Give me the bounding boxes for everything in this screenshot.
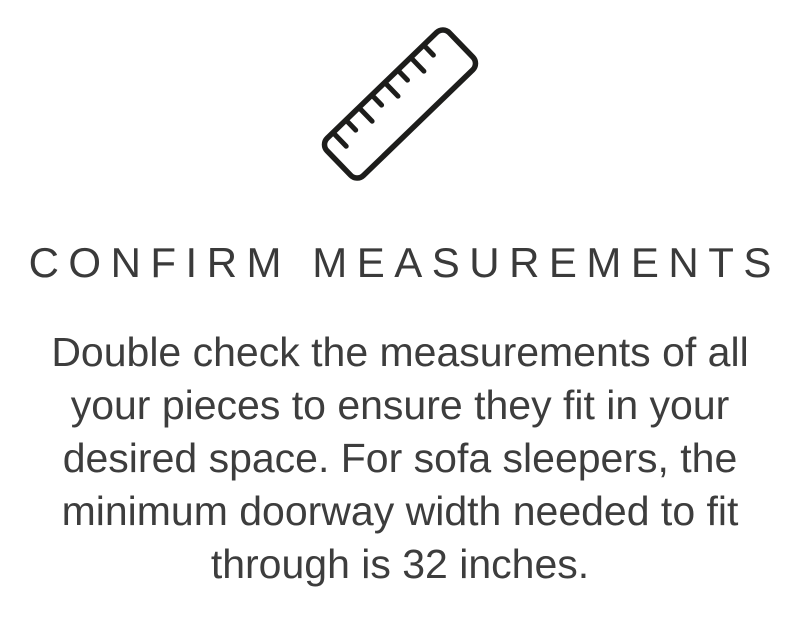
instructions-line-4: minimum doorway width needed to fit (61, 488, 739, 534)
instructions-line-2: your pieces to ensure they fit in your (70, 382, 730, 428)
instructions-line-1: Double check the measurements of all (51, 329, 749, 375)
instructions-line-3: desired space. For sofa sleepers, the (62, 435, 738, 481)
ruler-icon (300, 4, 500, 204)
measurement-instructions (51, 326, 748, 591)
instructions-line-5: through is 32 inches. (210, 541, 590, 587)
confirm-measurements-heading: CONFIRM MEASUREMENTS (28, 239, 781, 286)
